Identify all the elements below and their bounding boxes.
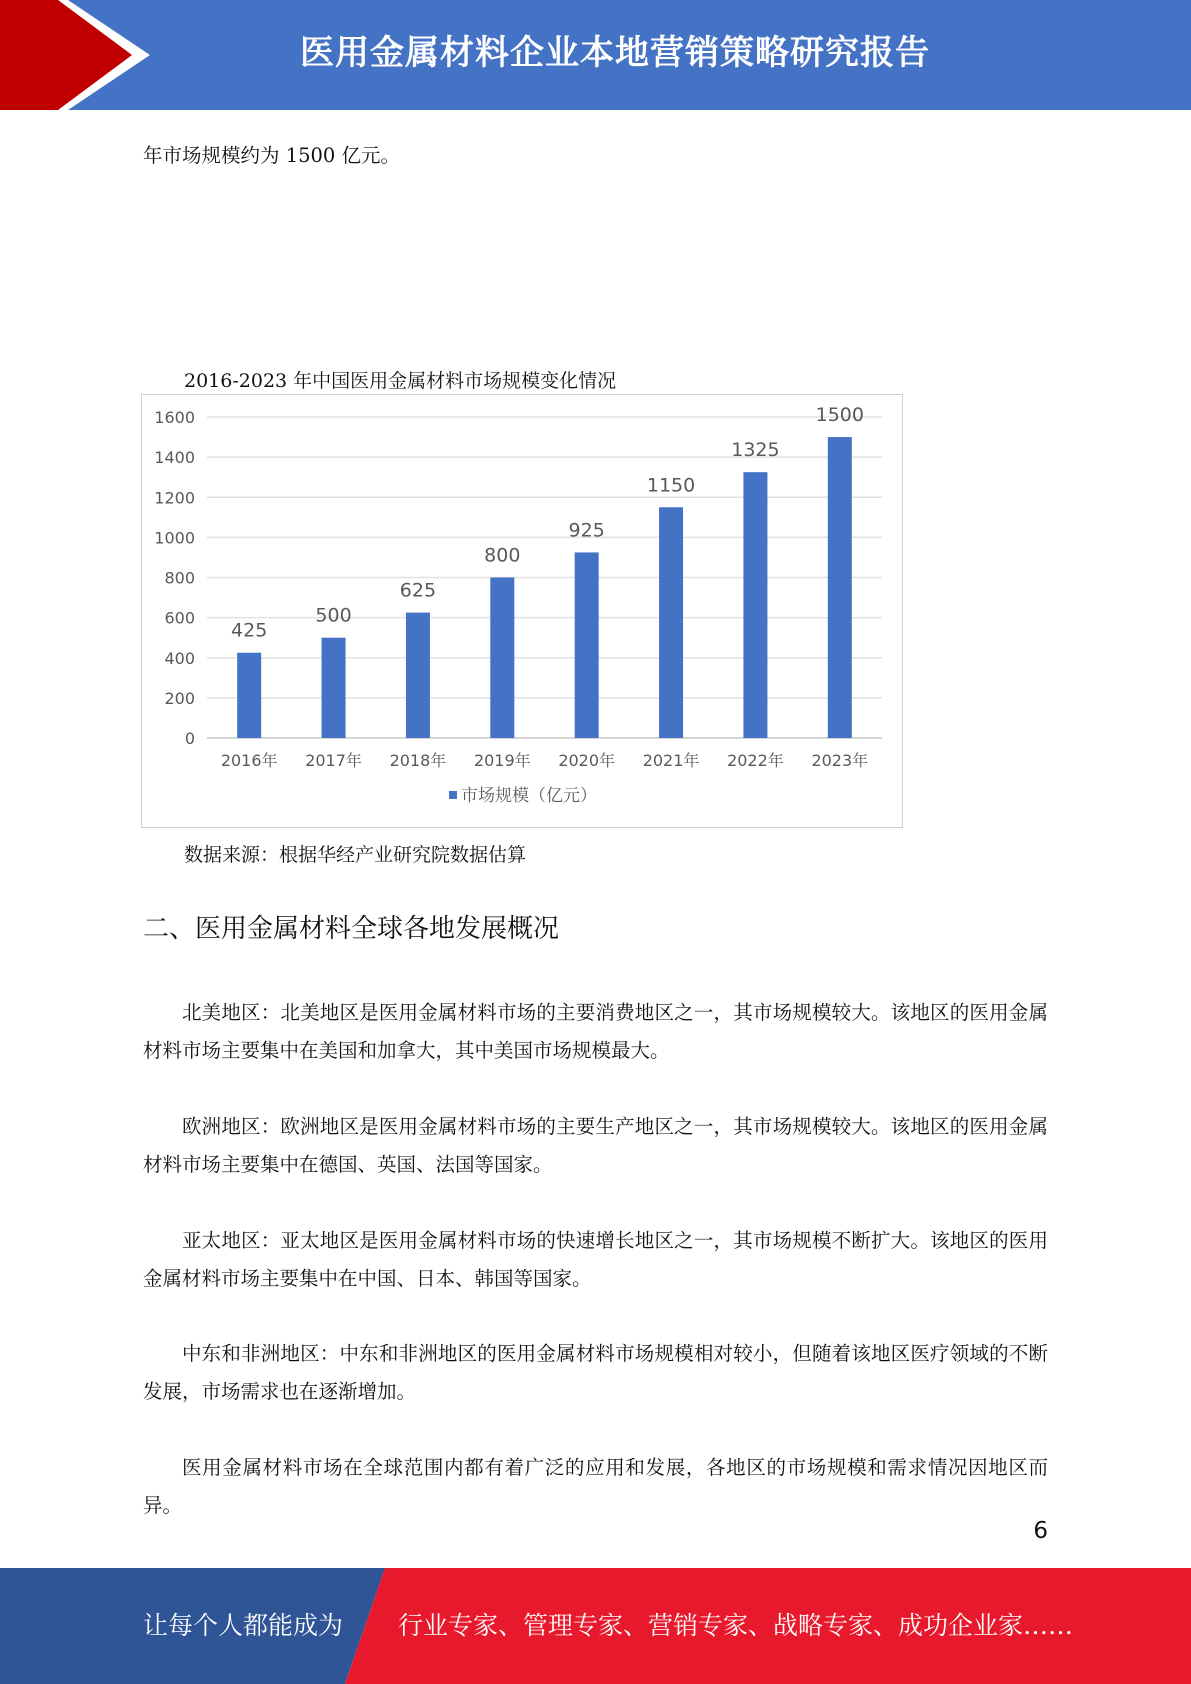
- bar-2018年: [406, 613, 430, 738]
- bar-data-label: 800: [484, 544, 521, 567]
- bar-data-label: 1325: [731, 439, 780, 462]
- bar-2021年: [659, 507, 683, 738]
- paragraph-4: [143, 1335, 1048, 1411]
- intro-text-block: [143, 137, 1048, 175]
- y-tick-label: 800: [164, 568, 195, 588]
- legend-label: 市场规模（亿元）: [461, 786, 597, 806]
- x-tick-label: 2019年: [473, 751, 531, 770]
- y-tick-label: 1000: [154, 528, 195, 548]
- chart-title: 2016-2023 年中国医用金属材料市场规模变化情况: [184, 370, 617, 392]
- footer-slogan-left: 让每个人都能成为: [143, 1611, 344, 1640]
- y-tick-label: 1400: [154, 448, 195, 468]
- bar-2017年: [322, 638, 346, 738]
- x-tick-label: 2023年: [811, 751, 869, 770]
- bar-chart: [141, 394, 903, 828]
- bar-chart-canvas: [142, 395, 904, 829]
- y-tick-label: 1600: [154, 408, 195, 427]
- chevron-arrow-icon: [0, 0, 160, 110]
- paragraph-2: [143, 1108, 1048, 1184]
- paragraph-5: [143, 1449, 1048, 1525]
- paragraph-3: [143, 1222, 1048, 1298]
- y-tick-label: 200: [164, 688, 195, 708]
- paragraph-europe: 欧洲地区：欧洲地区是医用金属材料市场的主要生产地区之一，其市场规模较大。该地区的医用金属材料市场主要集中在德国、英国、法国等国家。: [143, 1115, 1048, 1176]
- x-tick-label: 2021年: [642, 751, 700, 770]
- paragraph-asia-pacific: 亚太地区：亚太地区是医用金属材料市场的快速增长地区之一，其市场规模不断扩大。该地区的医用金属材料市场主要集中在中国、日本、韩国等国家。: [143, 1229, 1048, 1290]
- page-footer: [0, 1568, 1191, 1684]
- bar-2023年: [828, 437, 852, 738]
- footer-slogan-right: 行业专家、管理专家、营销专家、战略专家、成功企业家……: [398, 1611, 1074, 1640]
- paragraph-summary: 医用金属材料市场在全球范围内都有着广泛的应用和发展，各地区的市场规模和需求情况因地区而异。: [143, 1456, 1048, 1517]
- paragraph-1: [143, 994, 1048, 1070]
- page-number: 6: [1033, 1518, 1048, 1544]
- bar-data-label: 425: [231, 619, 268, 642]
- section-heading: 二、医用金属材料全球各地发展概况: [143, 914, 560, 944]
- bar-2020年: [575, 552, 599, 738]
- bar-2019年: [490, 578, 514, 739]
- report-title: 医用金属材料企业本地营销策略研究报告: [300, 33, 930, 73]
- x-tick-label: 2017年: [305, 751, 362, 770]
- x-tick-label: 2018年: [389, 751, 447, 770]
- y-tick-label: 400: [164, 648, 195, 668]
- paragraph-north-america: 北美地区：北美地区是医用金属材料市场的主要消费地区之一，其市场规模较大。该地区的医用金属材料市场主要集中在美国和加拿大，其中美国市场规模最大。: [143, 1001, 1048, 1062]
- bar-data-label: 1150: [646, 474, 696, 497]
- data-source: 数据来源：根据华经产业研究院数据估算: [184, 844, 527, 866]
- paragraph-middle-east-africa: 中东和非洲地区：中东和非洲地区的医用金属材料市场规模相对较小，但随着该地区医疗领域的不断发展，市场需求也在逐渐增加。: [143, 1342, 1048, 1403]
- intro-text: 年市场规模约为 1500 亿元。: [143, 144, 401, 167]
- bar-data-label: 625: [399, 579, 437, 602]
- page-header: [0, 0, 1191, 110]
- x-tick-label: 2016年: [220, 751, 278, 770]
- y-tick-label: 600: [164, 608, 195, 628]
- bar-data-label: 1500: [815, 404, 864, 427]
- bar-data-label: 925: [568, 519, 605, 542]
- x-tick-label: 2022年: [727, 751, 784, 770]
- bar-data-label: 500: [315, 604, 352, 627]
- bar-2016年: [237, 653, 261, 738]
- legend-swatch: [449, 791, 457, 799]
- y-tick-label: 1200: [154, 488, 195, 508]
- bar-2022年: [743, 472, 767, 738]
- x-tick-label: 2020年: [558, 751, 616, 770]
- y-tick-label: 0: [184, 729, 195, 748]
